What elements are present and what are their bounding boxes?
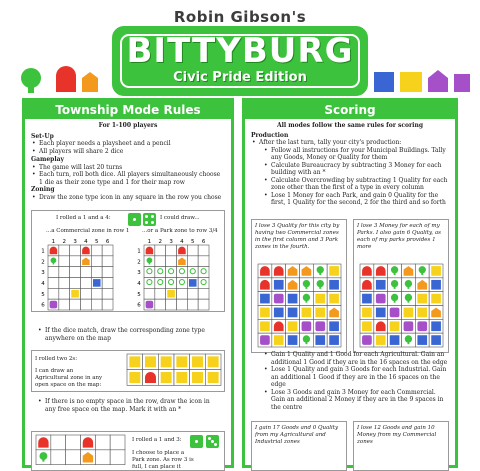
- zone-scoring-item: • Lose 1 Quality and gain 3 Goods for each Industrial. Gain an additional 1 Good if they are in the 16 spaces on the edge: [263, 366, 451, 389]
- match-item: • If the dice match, draw the corresponding zone type anywhere on the map: [37, 327, 217, 342]
- scoring-example2-left: [251, 421, 347, 471]
- production-list: [251, 147, 449, 207]
- municipal-icon: [315, 321, 325, 331]
- commercial-icon: [56, 66, 76, 92]
- commercial-icon: [146, 247, 154, 255]
- agricultural-icon: [192, 356, 203, 367]
- zone-scoring-list: [263, 351, 451, 411]
- residential-icon: [376, 280, 386, 290]
- residential-icon: [431, 321, 441, 331]
- map-cell: [59, 245, 70, 256]
- map-cell: [51, 435, 66, 450]
- map-cell: [95, 435, 110, 450]
- residential-icon: [376, 308, 386, 318]
- commercial-icon: [376, 321, 386, 331]
- map-cell: [59, 267, 70, 278]
- row-number: 6: [41, 302, 45, 309]
- example-rolled-text: I rolled a 1 and a 4:: [56, 215, 111, 221]
- production-lead: • After the last turn, tally your city's production:: [251, 139, 449, 147]
- gameplay-item: • Each turn, roll both dice. All players simultaneously choose 1 die as their zone type and 1 for their map row: [31, 171, 225, 186]
- map-cell: [91, 267, 102, 278]
- column-number: 3: [169, 239, 173, 245]
- map-cell: [102, 256, 113, 267]
- example-box-dice-1-4: [31, 210, 225, 312]
- gameplay-list: [31, 164, 225, 187]
- residential-icon: [431, 335, 441, 345]
- map-cell: [70, 278, 81, 289]
- residential-icon: [189, 279, 197, 287]
- municipal-icon: [146, 301, 154, 309]
- map-cell: [166, 256, 177, 267]
- agricultural-icon: [376, 335, 386, 345]
- agricultural-icon: [129, 356, 140, 367]
- scoring-example-right: [353, 219, 449, 353]
- scoring-example-right-text: I lose 3 Money for each of my Parks. I also gain 6 Quality, as each of my parks provides 1 more: [357, 223, 441, 250]
- map-cell: [198, 288, 209, 299]
- row-number: 5: [137, 291, 141, 298]
- die-one-icon: [190, 435, 203, 448]
- agricultural-icon: [176, 372, 187, 383]
- residential-icon: [288, 308, 298, 318]
- map-cell: [155, 245, 166, 256]
- agricultural-icon: [362, 321, 372, 331]
- residential-icon: [374, 72, 394, 92]
- production-heading: Production: [251, 131, 289, 139]
- commercial-icon: [274, 266, 284, 276]
- agricultural-icon: [274, 335, 284, 345]
- map-cell: [166, 245, 177, 256]
- commercial-icon: [38, 437, 48, 447]
- gameplay-heading: Gameplay: [31, 156, 65, 163]
- no-space-list: [37, 398, 217, 413]
- map-cell: [110, 435, 125, 450]
- industrial-icon: [82, 72, 98, 92]
- match-list: [37, 327, 217, 342]
- map-cell: [48, 278, 59, 289]
- agricultural-icon: [400, 72, 422, 92]
- map-cell: [155, 288, 166, 299]
- agricultural-icon: [129, 372, 140, 383]
- example-left-caption: ...a Commercial zone in row 1: [46, 228, 130, 234]
- scoring-map-grid-right: [360, 264, 444, 348]
- example-box-dice-1-3: [31, 431, 225, 471]
- map-cell: [102, 278, 113, 289]
- map-cell: [91, 299, 102, 310]
- map-cell: [81, 288, 92, 299]
- residential-icon: [315, 335, 325, 345]
- column-number: 6: [201, 239, 206, 245]
- example3-caption: I choose to place a Park zone. As row 3 is full, I can place it: [132, 450, 194, 470]
- agricultural-icon: [161, 372, 172, 383]
- commercial-icon: [274, 321, 284, 331]
- die-one-icon: [128, 213, 141, 226]
- example2-rolled-text: I rolled two 2s:: [35, 356, 78, 362]
- commercial-icon: [260, 266, 270, 276]
- example-right-caption: ...or a Park zone to row 3/4: [142, 228, 218, 234]
- scoring-example2-left-text: I gain 17 Goods and 0 Quality from my Agricultural and Industrial zones: [255, 425, 339, 445]
- agricultural-icon: [260, 308, 270, 318]
- map-cell: [102, 245, 113, 256]
- zoning-item: • Draw the zone type icon in any square in the row you chose: [31, 194, 225, 202]
- agricultural-icon: [167, 290, 175, 298]
- zoning-heading: Zoning: [31, 186, 55, 193]
- residential-icon: [417, 335, 427, 345]
- agricultural-icon: [431, 294, 441, 304]
- agricultural-icon: [176, 356, 187, 367]
- example-could-text: I could draw...: [160, 215, 200, 221]
- agricultural-icon: [288, 321, 298, 331]
- map-cell: [59, 299, 70, 310]
- row-number: 4: [137, 280, 141, 287]
- map-cell: [59, 288, 70, 299]
- map-cell: [66, 450, 81, 465]
- commercial-icon: [362, 280, 372, 290]
- municipal-icon: [274, 294, 284, 304]
- row-number: 5: [41, 291, 45, 298]
- zone-scoring-item: • Gain 1 Quality and 1 Good for each Agricultural. Gain an additional 1 Good if they are in the 16 spaces on the edge: [263, 351, 451, 366]
- map-cell: [91, 256, 102, 267]
- map-cell: [66, 435, 81, 450]
- map-cell: [198, 245, 209, 256]
- agricultural-icon: [390, 321, 400, 331]
- map-cell: [187, 299, 198, 310]
- example-box-double-2: [31, 350, 225, 392]
- municipal-icon: [417, 321, 427, 331]
- column-number: 1: [51, 239, 56, 245]
- map-cell: [144, 288, 155, 299]
- map-cell: [102, 267, 113, 278]
- author-title: Robin Gibson's: [173, 8, 307, 26]
- example2-caption: I can draw an Agricultural zone in any open space on the map:: [35, 368, 103, 388]
- township-rules-title: Township Mode Rules: [25, 101, 231, 119]
- municipal-icon: [302, 321, 312, 331]
- agricultural-icon: [302, 308, 312, 318]
- scoring-title: Scoring: [245, 101, 455, 119]
- example-map-grid-left: [40, 237, 122, 311]
- row-number: 1: [137, 248, 141, 255]
- commercial-icon: [145, 372, 156, 383]
- scoring-example-left: [251, 219, 347, 353]
- example3-map-grid: [36, 435, 126, 469]
- map-cell: [48, 267, 59, 278]
- map-cell: [51, 450, 66, 465]
- map-cell: [91, 288, 102, 299]
- column-number: 6: [105, 239, 110, 245]
- residential-icon: [329, 335, 339, 345]
- die-three-icon: [206, 435, 219, 448]
- map-cell: [155, 256, 166, 267]
- municipal-icon: [362, 335, 372, 345]
- setup-item: • All players will share 2 dice: [31, 148, 225, 156]
- residential-icon: [390, 335, 400, 345]
- map-cell: [59, 278, 70, 289]
- municipal-icon: [376, 294, 386, 304]
- map-cell: [70, 245, 81, 256]
- column-number: 4: [84, 239, 88, 245]
- players-count: For 1-100 players: [98, 122, 158, 129]
- municipal-icon: [260, 335, 270, 345]
- column-number: 4: [180, 239, 184, 245]
- map-cell: [177, 288, 188, 299]
- map-cell: [59, 256, 70, 267]
- column-number: 3: [73, 239, 77, 245]
- residential-icon: [329, 280, 339, 290]
- row-number: 2: [41, 259, 45, 266]
- residential-icon: [288, 294, 298, 304]
- agricultural-icon: [208, 372, 219, 383]
- production-lead-list: [251, 139, 449, 147]
- production-item: • Calculate Overcrowding by subtracting 1 Quality for each zone other than the first of a type in every column: [263, 177, 449, 192]
- row-number: 2: [137, 259, 141, 266]
- commercial-icon: [260, 280, 270, 290]
- agricultural-icon: [362, 308, 372, 318]
- municipal-icon: [390, 308, 400, 318]
- map-cell: [198, 299, 209, 310]
- map-cell: [177, 299, 188, 310]
- zoning-list: [31, 194, 225, 202]
- map-cell: [198, 256, 209, 267]
- residential-icon: [362, 294, 372, 304]
- logo-subtitle: Civic Pride Edition: [173, 70, 307, 85]
- residential-icon: [274, 280, 284, 290]
- row-number: 6: [137, 302, 141, 309]
- column-number: 1: [147, 239, 152, 245]
- zone-icons-left: [18, 64, 118, 98]
- map-cell: [81, 278, 92, 289]
- scoring-example2-right: [353, 421, 449, 471]
- agricultural-icon: [315, 294, 325, 304]
- commercial-icon: [362, 266, 372, 276]
- agricultural-icon: [329, 294, 339, 304]
- commercial-icon: [83, 437, 93, 447]
- map-cell: [102, 288, 113, 299]
- production-item: • Follow all instructions for your Municipal Buildings. Tally any Goods, Money or Quality for them: [263, 147, 449, 162]
- residential-icon: [288, 335, 298, 345]
- residential-icon: [93, 279, 101, 287]
- commercial-icon: [376, 266, 386, 276]
- map-cell: [70, 267, 81, 278]
- production-item: • Lose 1 Money for each Park, and gain 0 Quality for the first, 1 Quality for the second, 2 for the third and so forth: [263, 192, 449, 207]
- scoring-map-grid-left: [258, 264, 342, 348]
- residential-icon: [260, 294, 270, 304]
- map-cell: [81, 299, 92, 310]
- agricultural-icon: [192, 372, 203, 383]
- map-cell: [70, 256, 81, 267]
- column-number: 5: [191, 239, 195, 245]
- zone-icons-right: [368, 64, 480, 98]
- map-cell: [95, 450, 110, 465]
- scoring-example-left-text: I lose 3 Quality for this city by having two Commercial zones in the first column and 3 Park zones in the fourth.: [255, 223, 340, 250]
- example2-map-grid: [127, 354, 222, 388]
- residential-icon: [274, 308, 284, 318]
- municipal-icon: [50, 301, 58, 309]
- map-cell: [81, 267, 92, 278]
- setup-heading: Set-Up: [31, 132, 54, 140]
- commercial-icon: [50, 247, 58, 255]
- column-number: 5: [95, 239, 99, 245]
- residential-icon: [329, 321, 339, 331]
- game-logo: [112, 26, 368, 96]
- row-number: 1: [41, 248, 45, 255]
- column-number: 2: [158, 239, 162, 245]
- map-cell: [48, 288, 59, 299]
- scoring-panel: [242, 98, 458, 468]
- agricultural-icon: [260, 321, 270, 331]
- map-cell: [70, 299, 81, 310]
- zone-scoring-item: • Lose 3 Goods and gain 3 Money for each Commercial. Gain an additional 2 Money if they are in the 9 spaces in the centre: [263, 389, 451, 412]
- agricultural-icon: [431, 266, 441, 276]
- agricultural-icon: [417, 308, 427, 318]
- scoring-intro: All modes follow the same rules for scoring: [276, 122, 424, 129]
- agricultural-icon: [145, 356, 156, 367]
- commercial-icon: [82, 247, 90, 255]
- agricultural-icon: [404, 308, 414, 318]
- map-cell: [102, 299, 113, 310]
- map-cell: [187, 288, 198, 299]
- die-four-icon: [143, 213, 156, 226]
- map-cell: [91, 245, 102, 256]
- map-cell: [166, 299, 177, 310]
- no-space-item: • If there is no empty space in the row, draw the icon in any free space on the map. Mark it with an *: [37, 398, 217, 413]
- column-number: 2: [62, 239, 66, 245]
- setup-list: [31, 140, 225, 155]
- map-cell: [187, 245, 198, 256]
- commercial-icon: [178, 247, 186, 255]
- row-number: 3: [137, 270, 141, 277]
- gameplay-item: • The game will last 20 turns: [31, 164, 225, 172]
- township-rules-panel: [22, 98, 234, 468]
- park-icon: [21, 68, 41, 93]
- map-cell: [187, 256, 198, 267]
- setup-item: • Each player needs a playsheet and a pencil: [31, 140, 225, 148]
- row-number: 3: [41, 270, 45, 277]
- agricultural-icon: [208, 356, 219, 367]
- municipal-icon: [428, 70, 470, 92]
- agricultural-icon: [161, 356, 172, 367]
- agricultural-icon: [71, 290, 79, 298]
- agricultural-icon: [417, 294, 427, 304]
- production-item: • Calculate Bureaucracy by subtracting 3 Money for each building with an *: [263, 162, 449, 177]
- logo-title: BITTYBURG: [126, 31, 354, 71]
- residential-icon: [431, 280, 441, 290]
- agricultural-icon: [315, 308, 325, 318]
- agricultural-icon: [329, 266, 339, 276]
- row-number: 4: [41, 280, 45, 287]
- example-map-grid-right: [136, 237, 218, 311]
- map-cell: [155, 299, 166, 310]
- scoring-example2-right-text: I lose 12 Goods and gain 10 Money from my Commercial zones: [357, 425, 437, 445]
- map-cell: [110, 450, 125, 465]
- municipal-icon: [404, 321, 414, 331]
- example3-rolled-text: I rolled a 1 and 3:: [132, 437, 182, 443]
